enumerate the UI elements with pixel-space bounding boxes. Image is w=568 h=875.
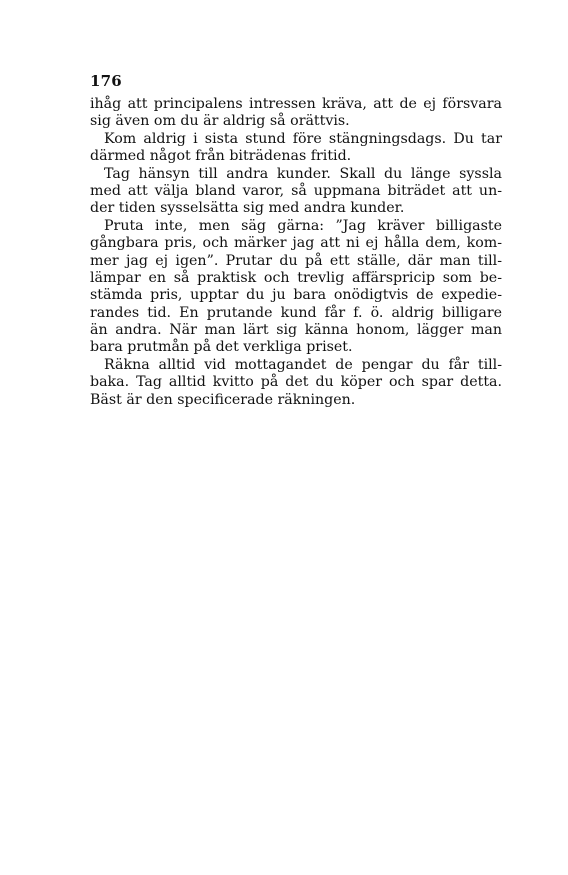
text-line: sig även om du är aldrig så orättvis. <box>90 113 350 130</box>
text-line: lämpar en så praktisk och trevlig affärspricip som be- <box>90 269 502 286</box>
text-line: baka. Tag alltid kvitto på det du köper och spar detta. <box>90 374 502 391</box>
text-line: därmed något från biträdenas fritid. <box>90 148 352 165</box>
text-line: Pruta inte, men säg gärna: ”Jag kräver billigaste <box>104 217 502 234</box>
text-line: Tag hänsyn till andra kunder. Skall du länge syssla <box>104 165 502 182</box>
text-line: Kom aldrig i sista stund före stängningsdags. Du tar <box>104 130 502 147</box>
text-line: gångbara pris, och märker jag att ni ej hålla dem, kom- <box>90 235 502 252</box>
text-line: än andra. När man lärt sig känna honom, lägger man <box>90 322 502 339</box>
text-line: mer jag ej igen”. Prutar du på ett ställe, där man till- <box>90 252 502 269</box>
text-line: ihåg att principalens intressen kräva, att de ej försvara <box>90 96 502 112</box>
text-line: der tiden sysselsätta sig med andra kunder. <box>90 200 405 217</box>
text-line: Bäst är den specificerade räkningen. <box>90 391 356 408</box>
text-line: randes tid. En prutande kund får f. ö. aldrig billigare <box>90 304 502 321</box>
text-line: Räkna alltid vid mottagandet de pengar du får till- <box>104 356 502 373</box>
text-line: bara prutmån på det verkliga priset. <box>90 339 353 356</box>
text-line: med att välja bland varor, så uppmana biträdet att un- <box>90 182 502 199</box>
text-line: stämda pris, upptar du ju bara onödigtvis de expedie- <box>90 287 502 304</box>
page-number: 176 <box>90 72 122 90</box>
body-text <box>90 96 502 409</box>
